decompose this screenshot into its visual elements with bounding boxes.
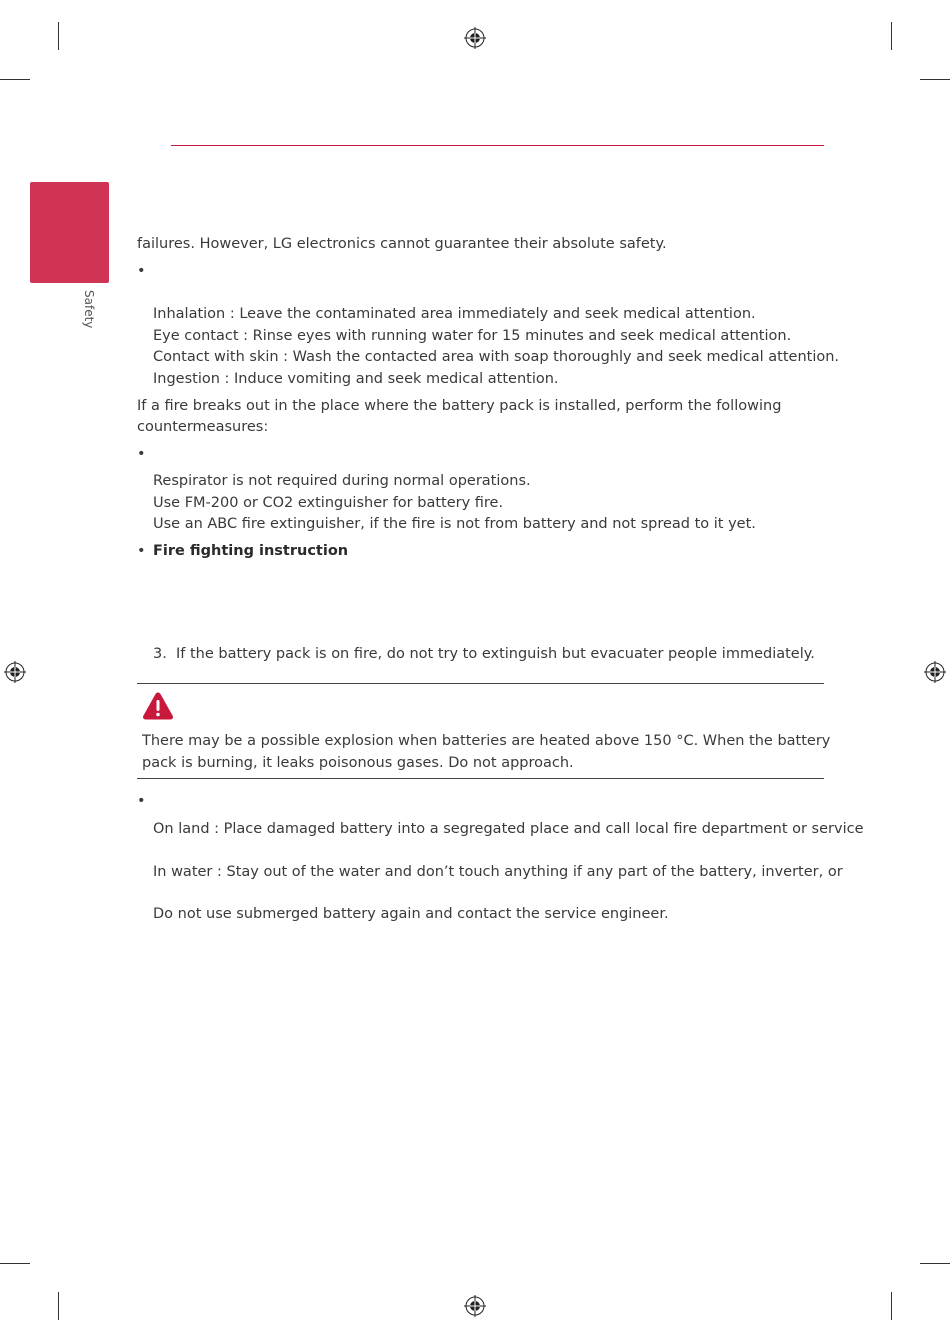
fire-intro-text: countermeasures: bbox=[137, 419, 269, 435]
warning-icon bbox=[142, 691, 174, 721]
fire-fighting-heading: Fire fighting instruction bbox=[153, 543, 349, 559]
warning-text: pack is burning, it leaks poisonous gases. Do not approach. bbox=[142, 755, 574, 771]
fire-fighting-step: If the battery pack is on fire, do not try to extinguish but evacuater people immediately. bbox=[176, 646, 815, 662]
crop-mark bbox=[920, 1263, 950, 1264]
warning-top-rule bbox=[137, 683, 824, 684]
crop-mark bbox=[920, 79, 950, 80]
first-aid-item: Inhalation : Leave the contaminated area immediately and seek medical attention. bbox=[153, 306, 756, 322]
crop-mark bbox=[58, 22, 59, 50]
crop-mark bbox=[0, 1263, 30, 1264]
header-rule bbox=[171, 145, 824, 146]
registration-mark-icon bbox=[924, 661, 946, 683]
damaged-battery-item: On land : Place damaged battery into a segregated place and call local fire department or service bbox=[153, 821, 864, 837]
fire-equipment-item: Respirator is not required during normal operations. bbox=[153, 473, 531, 489]
crop-mark bbox=[891, 1292, 892, 1320]
registration-mark-icon bbox=[464, 1295, 486, 1317]
fire-intro-text: If a fire breaks out in the place where the battery pack is installed, perform the following bbox=[137, 398, 782, 414]
fire-equipment-item: Use an ABC fire extinguisher, if the fire is not from battery and not spread to it yet. bbox=[153, 516, 756, 532]
damaged-battery-item: Do not use submerged battery again and contact the service engineer. bbox=[153, 906, 669, 922]
intro-text: failures. However, LG electronics cannot guarantee their absolute safety. bbox=[137, 236, 667, 252]
crop-mark bbox=[58, 1292, 59, 1320]
warning-text: There may be a possible explosion when batteries are heated above 150 °C. When the battery bbox=[142, 733, 831, 749]
first-aid-item: Ingestion : Induce vomiting and seek medical attention. bbox=[153, 371, 559, 387]
crop-mark bbox=[0, 79, 30, 80]
registration-mark-icon bbox=[4, 661, 26, 683]
section-tab bbox=[30, 182, 109, 283]
registration-mark-icon bbox=[464, 27, 486, 49]
crop-mark bbox=[891, 22, 892, 50]
section-tab-label: Safety bbox=[82, 290, 96, 329]
step-number: 3. bbox=[153, 646, 167, 662]
damaged-battery-item: In water : Stay out of the water and don’t touch anything if any part of the battery, inverter, or bbox=[153, 864, 843, 880]
warning-bottom-rule bbox=[137, 778, 824, 779]
first-aid-item: Contact with skin : Wash the contacted area with soap thoroughly and seek medical attention. bbox=[153, 349, 840, 365]
first-aid-item: Eye contact : Rinse eyes with running water for 15 minutes and seek medical attention. bbox=[153, 328, 792, 344]
fire-equipment-item: Use FM-200 or CO2 extinguisher for battery fire. bbox=[153, 495, 504, 511]
